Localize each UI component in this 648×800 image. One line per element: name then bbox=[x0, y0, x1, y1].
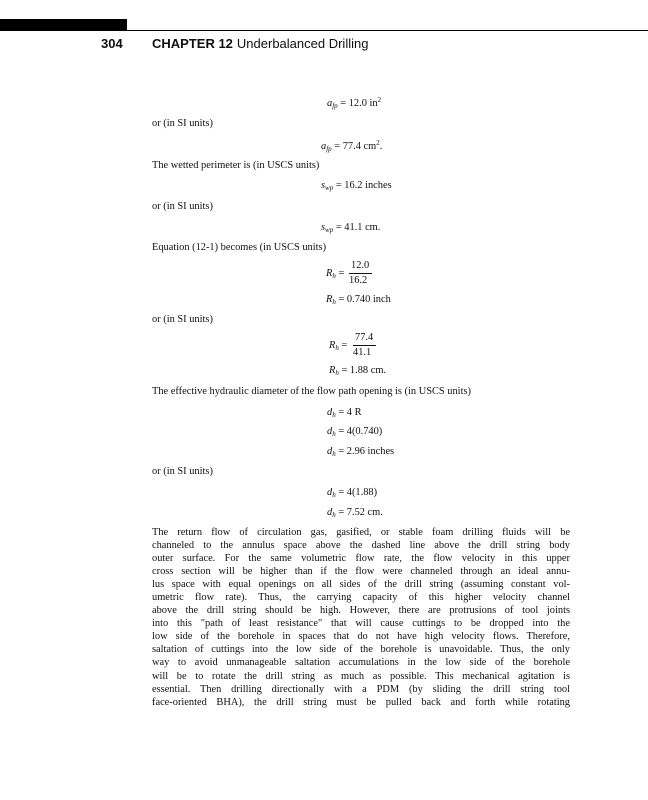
equation-rh-uscs: $R_h = 0.740$ inch bbox=[326, 294, 391, 306]
text-or-si-4: or (in SI units) bbox=[152, 466, 213, 477]
paragraph-line: above the drill string should be high. However, there are protrusions of tool joints bbox=[152, 605, 570, 617]
text-or-si-1: or (in SI units) bbox=[152, 118, 213, 129]
paragraph-line: face-oriented BHA), the drill string must be pulled back and forth while rotating bbox=[152, 696, 570, 708]
fraction-denominator-2: 41.1 bbox=[353, 347, 372, 358]
text-equation-becomes: Equation (12-1) becomes (in USCS units) bbox=[152, 242, 327, 253]
body-paragraph bbox=[152, 526, 570, 709]
paragraph-line: essential. Then drilling directionally with a PDM (by sliding the drill string tool bbox=[152, 683, 570, 695]
equation-rh-si: $R_h = 1.88$ cm. bbox=[329, 365, 386, 377]
paragraph-line: cross section will be higher than if the flow were channeled through an ideal annu- bbox=[152, 566, 570, 578]
equation-rh-fraction-si: $R_h$ = bbox=[329, 340, 348, 352]
text-or-si-3: or (in SI units) bbox=[152, 314, 213, 325]
equation-dh-si-substitution: $d_h = 4(1.88)$ bbox=[327, 487, 378, 499]
chapter-label: CHAPTER 12 bbox=[152, 36, 233, 51]
page-number: 304 bbox=[101, 36, 123, 51]
equation-dh-substitution: $d_h = 4(0.740)$ bbox=[327, 426, 383, 438]
fraction-numerator-2: 77.4 bbox=[355, 332, 374, 343]
fraction-bar-2 bbox=[353, 345, 376, 346]
chapter-title: Underbalanced Drilling bbox=[236, 36, 369, 51]
paragraph-line: low side of the borehole in spaces that do not have high velocity flows. Therefore, bbox=[152, 631, 570, 643]
equation-afp-uscs: $a_{fp} = 12.0$ $in^2$ bbox=[327, 96, 382, 110]
equation-afp-si: $a_{fp} = 77.4$ $cm^2$. bbox=[321, 139, 383, 153]
fraction-denominator-1: 16.2 bbox=[349, 275, 368, 286]
text-wetted-perimeter: The wetted perimeter is (in USCS units) bbox=[152, 160, 320, 171]
equation-dh-definition: $d_h = 4$ R bbox=[327, 407, 362, 419]
paragraph-line: saltation of cuttings into the low side of the borehole is unavoidable. Thus, the only bbox=[152, 644, 570, 656]
paragraph-line: into this "path of least resistance" that will cause cuttings to be dropped into the bbox=[152, 618, 570, 630]
paragraph-line: The return flow of circulation gas, gasified, or stable foam drilling fluids will be bbox=[152, 527, 570, 538]
chapter-heading bbox=[152, 36, 368, 51]
paragraph-line: channeled to the annulus space above the dashed line above the drill string body bbox=[152, 540, 570, 552]
fraction-numerator-1: 12.0 bbox=[351, 260, 370, 271]
paragraph-line: outer surface. For the same volumetric flow rate, the flow velocity in this upper bbox=[152, 553, 570, 565]
paragraph-line: lus space with equal openings on all sides of the drill string (assuming constant vol- bbox=[152, 579, 570, 591]
equation-dh-uscs: $d_h = 2.96$ inches bbox=[327, 446, 395, 458]
equation-rh-fraction-uscs: $R_h$ = bbox=[326, 268, 345, 280]
equation-swp-uscs: $s_{wp} = 16.2$ inches bbox=[321, 180, 392, 192]
fraction-bar-1 bbox=[349, 273, 372, 274]
text-or-si-2: or (in SI units) bbox=[152, 201, 213, 212]
header-rule bbox=[0, 30, 648, 31]
equation-swp-si: $s_{wp} = 41.1$ cm. bbox=[321, 222, 381, 234]
paragraph-line: will be to rotate the drill string as much as possible. This mechanical agitation is bbox=[152, 670, 570, 682]
paragraph-line: umetric flow rate). Thus, the carrying capacity of this higher velocity channel bbox=[152, 592, 570, 604]
equation-dh-si: $d_h = 7.52$ cm. bbox=[327, 507, 383, 519]
text-effective-diameter: The effective hydraulic diameter of the flow path opening is (in USCS units) bbox=[152, 386, 471, 397]
paragraph-line: way to avoid unmanageable saltation accumulations in the low side of the borehole bbox=[152, 657, 570, 669]
